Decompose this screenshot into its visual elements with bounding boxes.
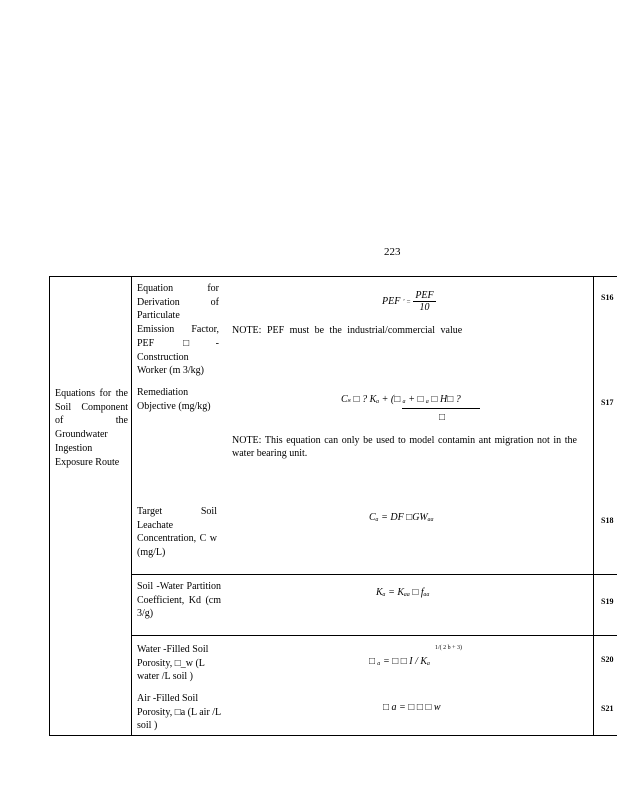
page-number: 223 [384,246,401,258]
table-left-border [49,276,50,736]
equation-s20 [369,656,430,667]
eq-s16-denominator: 10 [419,302,430,313]
equations-table [49,276,617,736]
row-divider-1 [131,574,617,575]
eq-s16-numerator: PEF [415,290,434,301]
equation-id-s19: S19 [601,597,614,606]
equation-s16 [382,290,436,313]
row-label-s18: Target Soil Leachate Concentration, C w (mg/L) [137,506,217,559]
equation-id-s17: S17 [601,398,614,407]
table-bottom-border [49,735,617,736]
row-label-s19: Soil -Water Partition Coefficient, Kd (cm 3/g) [137,581,221,620]
equation-s21: □ a = □ □ □ w [383,702,441,713]
row-label-s16: Equation for Derivation of Particulate Emission Factor, PEF □- Construction Worker (m 3/kg) [137,283,219,377]
col-divider-2 [593,276,594,736]
note-s17: NOTE: This equation can only be used to model contamin ant migration not in the water bearing unit. [232,435,577,459]
equation-id-s20: S20 [601,655,614,664]
equation-s19: Kₐ = Kₐₐ □ fₐₐ [376,587,430,598]
row-label-s21: Air -Filled Soil Porosity, □a (L air /L soil ) [137,693,221,732]
equation-id-s18: S18 [601,516,614,525]
equation-id-s16: S16 [601,293,614,302]
eq-s17-main: Cₛ □ ? Kₐ + (□ ₐ + □ ₐ □ H□ ? [341,394,461,405]
row-label-s17: Remediation Objective (mg/kg) [137,387,211,412]
row-divider-2 [131,635,617,636]
col-divider-1 [131,276,132,736]
eq-s16-fraction [413,290,435,313]
eq-s16-mid: ' = [402,297,411,306]
group-label: Equations for the Soil Component of the Groundwater Ingestion Exposure Route [55,388,128,468]
eq-s20-exponent: 1/( 2 b + 3) [435,645,463,651]
equation-id-s21: S21 [601,704,614,713]
eq-s17-denominator: □ [439,412,446,423]
table-top-border [49,276,617,277]
eq-s20-main: □ ₐ = □ □ I / Kₐ [369,656,430,667]
equation-s17 [341,394,461,405]
eq-s17-fraction-bar [402,408,480,409]
note-s16: NOTE: PEF must be the industrial/commercial value [232,325,463,336]
eq-s16-lhs: PEF [382,295,401,307]
row-label-s20: Water -Filled Soil Porosity, □_w (L water /L soil ) [137,644,209,683]
equation-s18: Cₐ = DF □GWₐₐ [369,512,434,523]
